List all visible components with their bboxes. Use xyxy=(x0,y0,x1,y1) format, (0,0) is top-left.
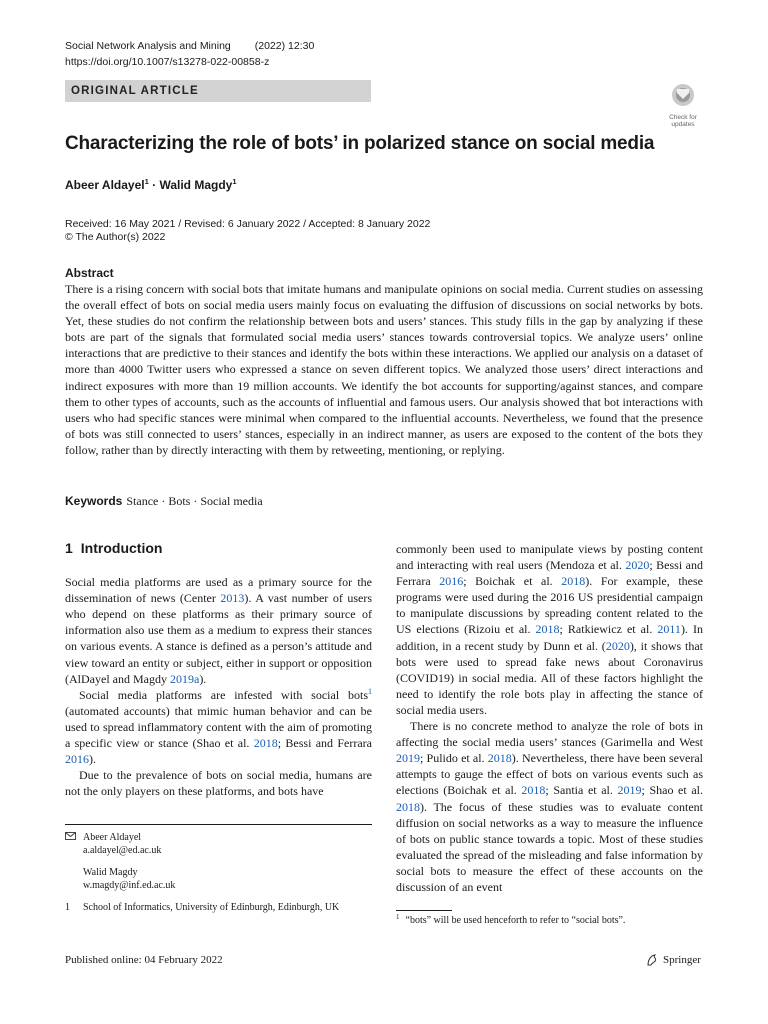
springer-horse-icon xyxy=(645,953,659,967)
published-date: Published online: 04 February 2022 xyxy=(65,954,223,966)
author-name[interactable]: Abeer Aldayel xyxy=(65,178,145,192)
paragraph: Social media platforms are used as a primary source for the dissemination of news (Center 2013). A vast number of users who depend on these platforms as their primary source of information also use them as a medium to express their stances on various events. A stance is defined as a person’s attitude and view toward an entity or subject, either in support or opposition (AlDayel and Magdy 2019a). xyxy=(65,575,373,686)
affiliation-mark: 1 xyxy=(144,177,149,186)
footnote xyxy=(396,912,626,926)
citation-link[interactable]: 2020 xyxy=(625,558,650,573)
abstract-heading: Abstract xyxy=(65,266,114,280)
keywords-line xyxy=(65,494,263,509)
citation-link[interactable]: 2018 xyxy=(487,751,512,766)
article-dates xyxy=(65,218,430,244)
citation-link[interactable]: 2016 xyxy=(439,574,464,589)
abstract-section xyxy=(65,266,703,458)
journal-header xyxy=(65,40,314,52)
citation-link[interactable]: 2018 xyxy=(535,622,560,637)
citation-link[interactable]: 2020 xyxy=(605,638,630,653)
correspondence-block xyxy=(65,831,365,914)
citation-link[interactable]: 2019 xyxy=(396,751,420,766)
crossmark-icon xyxy=(663,83,703,109)
journal-name: Social Network Analysis and Mining xyxy=(65,40,231,52)
section-heading xyxy=(65,540,372,556)
citation-link[interactable]: 2016 xyxy=(65,752,89,767)
citation-link[interactable]: 2018 xyxy=(521,783,546,798)
citation-link[interactable]: 2011 xyxy=(657,622,681,637)
footnote-number: 1 xyxy=(396,912,400,921)
coauthor-email[interactable]: w.magdy@inf.ed.ac.uk xyxy=(83,880,176,891)
doi-link[interactable]: https://doi.org/10.1007/s13278-022-00858-z xyxy=(65,56,270,68)
citation-link[interactable]: 2018 xyxy=(253,736,278,751)
section-title: Introduction xyxy=(80,540,163,556)
author-separator: · xyxy=(148,178,160,192)
keywords-text: Stance · Bots · Social media xyxy=(126,494,263,508)
copyright-notice: © The Author(s) 2022 xyxy=(65,231,166,243)
corresponding-author-email[interactable]: a.aldayel@ed.ac.uk xyxy=(83,845,162,856)
paragraph: Due to the prevalence of bots on social media, humans are not the only players on these platforms, and bots have xyxy=(65,768,372,799)
footnote-text: “bots” will be used henceforth to refer to “social bots”. xyxy=(405,915,626,926)
abstract-text: There is a rising concern with social bots that imitate humans and manipulate opinions on social media. Current studies on assessing the overall effect of bots on social media users mainly focus on evaluating the diffusion of discussions on social networks by bots. Yet, these studies do not confirm the relationship between bots and users’ stances. This study fills in the gap by analyzing if these bots are part of the signals that formulated social media users’ stances towards controversial topics. We analyze users’ online interactions that are predictive to their stances and identify the bots within these interactions. We applied our analysis on a dataset of more than 4000 Twitter users who expressed a stance on seven different topics. We analyzed those users’ direct interactions and indirect exposures with more than 19 million accounts. We identify the bot accounts for supporting/against stances, and compare them to other types of accounts, such as the accounts of influential and famous users. Our analysis showed that bot interactions with users who had specific stances were minimal when compared to the influential accounts. Nevertheless, we found that the presence of bots was still connected to users’ stances, especially in an indirect manner, as users are exposed to the content of the bots they follow, rather than by directly interacting with them by retweeting, mentioning, or replying. xyxy=(65,282,703,457)
paragraph: Social media platforms are infested with social bots$^1$ (automated accounts) that mimic human behavior and can be used to spread inflammatory content with the aim of promoting a specific view or stance (Shao et al. 2018; Bessi and Ferrara 2016). xyxy=(65,686,372,767)
citation-link[interactable]: 2019 xyxy=(617,783,642,798)
citation-link[interactable]: 2018 xyxy=(396,799,420,814)
keywords-label: Keywords xyxy=(65,494,123,508)
affiliation-text: School of Informatics, University of Edinburgh, Edinburgh, UK xyxy=(83,902,340,913)
affiliation-mark: 1 xyxy=(232,177,237,186)
left-column xyxy=(65,540,372,799)
article-title: Characterizing the role of bots’ in polarized stance on social media xyxy=(65,133,655,154)
history-dates: Received: 16 May 2021 / Revised: 6 January 2022 / Accepted: 8 January 2022 xyxy=(65,218,431,230)
corresponding-author-name: Abeer Aldayel xyxy=(83,832,142,843)
crossmark-label-2: updates xyxy=(671,121,695,128)
right-column xyxy=(396,541,703,895)
publisher-logo[interactable] xyxy=(645,953,701,967)
paragraph: commonly been used to manipulate views by posting content and interacting with real users (Mendoza et al. 2020; Bessi and Ferrara 2016; Boichak et al. 2018). For example, these programs were used during the 2016 US presidential campaign to manipulate discussions by spreading content related to the US elections (Rizoiu et al. 2018; Ratkiewicz et al. 2011). In addition, in a recent study by Dunn et al. (2020), it shows that bots were used to spread fake news about Coronavirus (COVID19) in social media. All of these factors highlight the need to identify the role bots play in affecting the stance of social media users. xyxy=(396,542,703,717)
affiliation-number: 1 xyxy=(65,902,70,913)
envelope-icon xyxy=(65,831,83,892)
section-number: 1 xyxy=(65,540,73,556)
footnote-link[interactable]: 1 xyxy=(368,686,372,696)
publisher-name: Springer xyxy=(663,954,701,966)
journal-volume: (2022) 12:30 xyxy=(254,40,315,52)
author-name[interactable]: Walid Magdy xyxy=(159,178,233,192)
author-list xyxy=(65,178,237,192)
citation-link[interactable]: 2019a xyxy=(169,671,200,686)
article-type-banner: ORIGINAL ARTICLE xyxy=(65,80,371,102)
paragraph: There is no concrete method to analyze the role of bots in affecting the social media users’ stances (Garimella and West 2019; Pulido et al. 2018). Nevertheless, there have been several attempts to gauge the effect of bots on various events such as elections (Boichak et al. 2018; Santia et al. 2019; Shao et al. 2018). The focus of these studies was to evaluate content diffusion on social networks as a way to measure the influence of bots on public stance towards a topic. Most of these studies evaluated the spread of the misleading and false information by social bots to measure the effect of these accounts on the discussion of an event xyxy=(396,719,703,894)
citation-link[interactable]: 2013 xyxy=(220,591,245,606)
crossmark-label-1: Check for xyxy=(669,114,697,121)
correspondence-divider xyxy=(65,824,372,825)
coauthor-name: Walid Magdy xyxy=(83,867,138,878)
crossmark-badge[interactable] xyxy=(663,83,703,128)
footnote-divider xyxy=(396,910,452,911)
citation-link[interactable]: 2018 xyxy=(561,574,586,589)
